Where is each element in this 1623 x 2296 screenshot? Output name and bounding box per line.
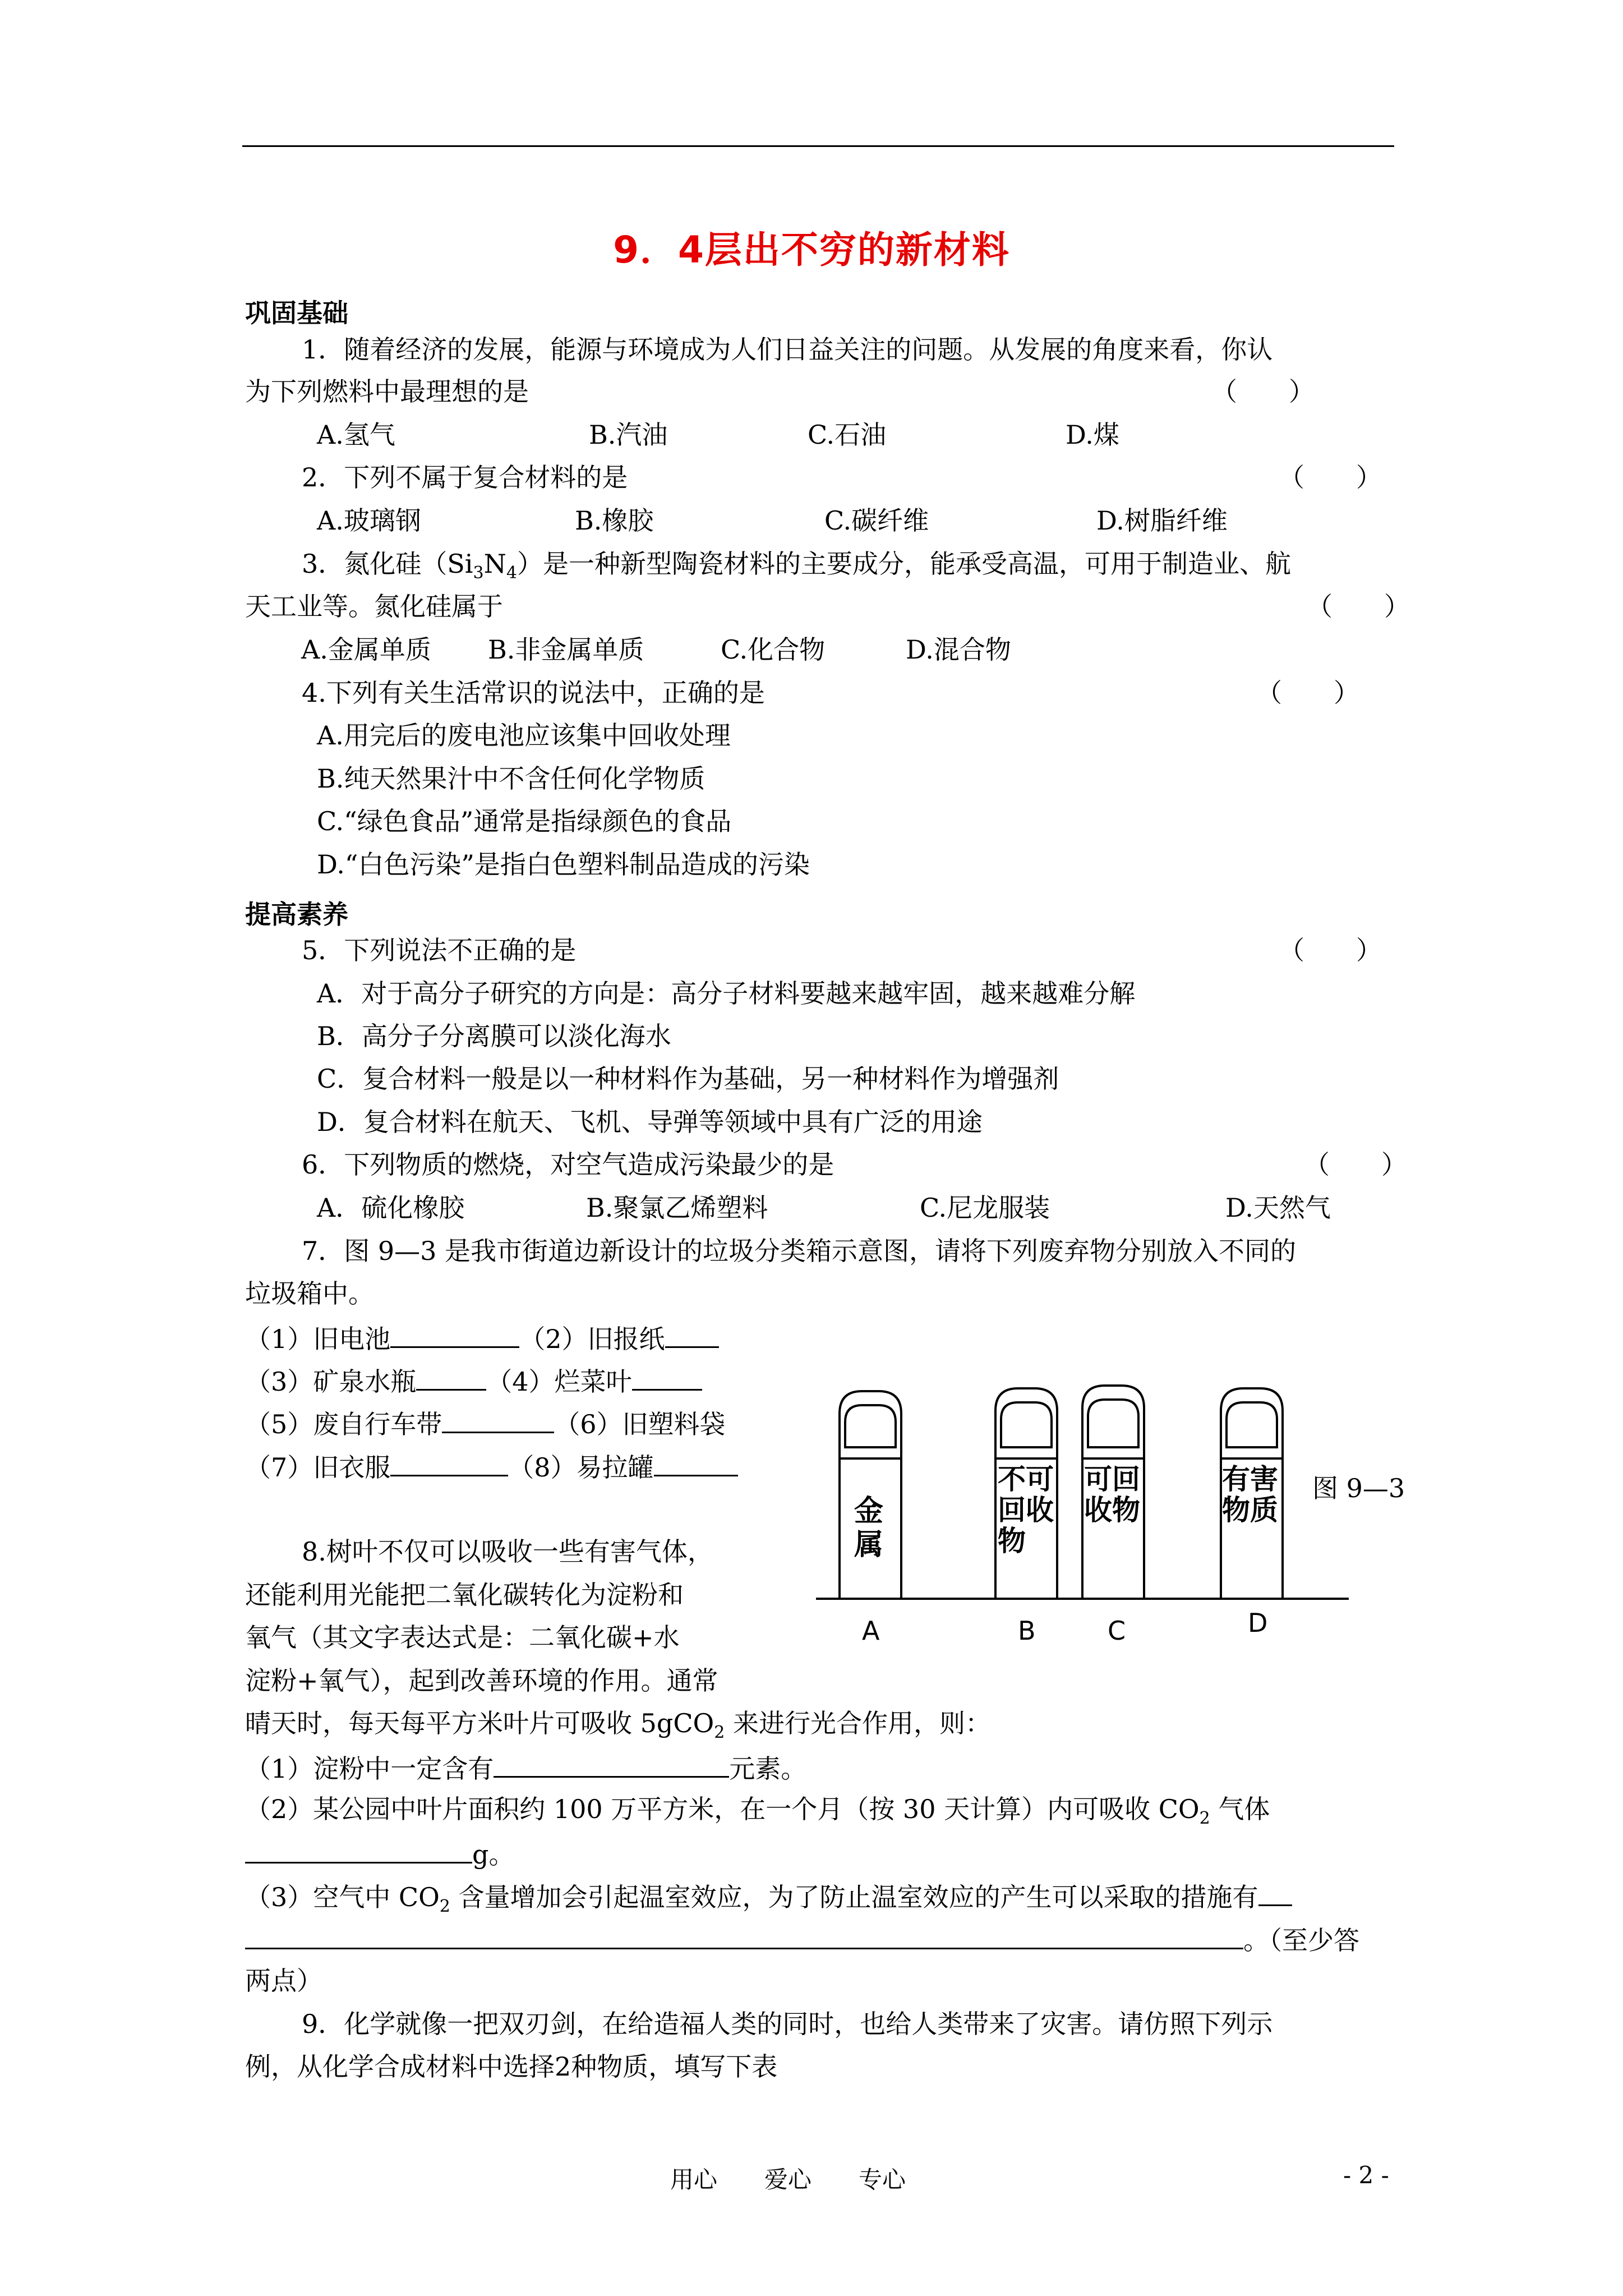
q5-option-a: A．对于高分子研究的方向是：高分子材料要越来越牢固，越来越难分解 (317, 978, 1136, 1009)
q4-option-a: A.用完后的废电池应该集中回收处理 (317, 720, 731, 751)
section-heading-basic: 巩固基础 (245, 298, 348, 328)
q6-option-b: B.聚氯乙烯塑料 (586, 1193, 768, 1223)
q8-sub3-subscript: 2 (439, 1897, 450, 1916)
q7-blank-4[interactable] (632, 1366, 702, 1391)
q8-sub2-end: 气体 (1210, 1794, 1270, 1824)
q7-blank-3[interactable] (416, 1366, 486, 1391)
q7-item-4: （4）烂菜叶 (486, 1366, 632, 1397)
bin-b-slot (1001, 1402, 1052, 1447)
q4-option-b: B.纯天然果汁中不含任何化学物质 (317, 763, 706, 794)
q7-blank-2[interactable] (665, 1324, 719, 1348)
q5-option-d: D．复合材料在航天、飞机、导弹等领域中具有广泛的用途 (317, 1107, 983, 1137)
q1-line1: 1．随着经济的发展，能源与环境成为人们日益关注的问题。从发展的角度来看，你认 (302, 334, 1273, 365)
q6-option-a: A．硫化橡胶 (317, 1193, 465, 1223)
q1-option-c: C.石油 (808, 420, 887, 450)
q9-line1: 9．化学就像一把双刃剑，在给造福人类的同时，也给人类带来了灾害。请仿照下列示 (302, 2009, 1273, 2039)
q7-item-row-3 (245, 1409, 726, 1437)
q3-subscript-4: 4 (506, 563, 517, 583)
q6-option-d: D.天然气 (1225, 1193, 1331, 1223)
q8-sub3-end: 。（至少答 (1243, 1925, 1359, 1955)
q8-sub2-subscript: 2 (1199, 1809, 1210, 1828)
q7-blank-8[interactable] (654, 1452, 738, 1476)
q1-line2: 为下列燃料中最理想的是 (245, 376, 529, 407)
q2-option-b: B.橡胶 (575, 505, 654, 536)
q1-option-a: A.氢气 (317, 420, 395, 450)
q8-line5 (245, 1708, 991, 1742)
header-rule (242, 145, 1394, 147)
bin-a-label: 金属 (854, 1494, 884, 1562)
bin-a-slot (845, 1405, 896, 1447)
q8-line2: 还能利用光能把二氧化碳转化为淀粉和 (245, 1580, 684, 1610)
bin-c-label: 可回收物 (1084, 1463, 1140, 1526)
q8-sub3-text: （3）空气中 CO (245, 1882, 440, 1912)
q8-sub3-answer (245, 1925, 1359, 1953)
q6-bracket: （ ） (1304, 1149, 1407, 1180)
q9-line2: 例，从化学合成材料中选择2种物质，填写下表 (245, 2051, 778, 2082)
q8-sub2-answer (245, 1839, 515, 1870)
q7-item-row-2 (245, 1366, 702, 1395)
q3-line1-n: N (483, 549, 506, 579)
q7-item-row-1 (245, 1324, 719, 1352)
section-heading-improve: 提高素养 (245, 899, 348, 930)
q3-option-c: C.化合物 (721, 634, 826, 665)
q7-item-3: （3）矿泉水瓶 (245, 1366, 417, 1397)
q8-sub1-text: （1）淀粉中一定含有 (245, 1754, 494, 1784)
page-number: - 2 - (1343, 2161, 1389, 2189)
bin-d-slot (1227, 1402, 1277, 1447)
q8-line4: 淀粉+氧气），起到改善环境的作用。通常 (245, 1665, 718, 1696)
bin-a-letter: A (862, 1616, 880, 1646)
q8-sub2-unit: g。 (472, 1839, 515, 1870)
q8-sub1-unit: 元素。 (729, 1754, 807, 1784)
q8-sub3-mid: 含量增加会引起温室效应，为了防止温室效应的产生可以采取的措施有 (450, 1882, 1258, 1912)
q7-blank-1[interactable] (390, 1324, 519, 1348)
q8-sub3 (245, 1882, 1292, 1916)
q4-bracket: （ ） (1256, 678, 1359, 708)
bin-d-label: 有害物质 (1222, 1463, 1278, 1526)
q6-stem: 6．下列物质的燃烧，对空气造成污染最少的是 (302, 1149, 834, 1180)
q7-item-5: （5）废自行车带 (245, 1409, 442, 1439)
q1-option-b: B.汽油 (589, 420, 668, 450)
q7-item-6: （6）旧塑料袋 (554, 1409, 726, 1439)
q5-option-b: B．高分子分离膜可以淡化海水 (317, 1021, 671, 1051)
q8-sub2-text: （2）某公园中叶片面积约 100 万平方米，在一个月（按 30 天计算）内可吸收 CO (245, 1794, 1200, 1824)
q8-sub3-blank-b[interactable] (245, 1925, 1243, 1949)
bin-b-label: 不可回收物 (998, 1463, 1054, 1557)
q7-line1: 7．图 9—3 是我市街道边新设计的垃圾分类箱示意图，请将下列废弃物分别放入不同的 (302, 1236, 1297, 1266)
q2-option-c: C.碳纤维 (824, 505, 929, 536)
q3-line1 (302, 549, 1291, 583)
q7-line2: 垃圾箱中。 (245, 1278, 374, 1309)
q3-line1-rest: ）是一种新型陶瓷材料的主要成分，能承受高温，可用于制造业、航 (517, 549, 1291, 579)
q8-sub3-line3: 两点） (245, 1966, 322, 1996)
q3-line2: 天工业等。氮化硅属于 (245, 591, 503, 622)
q3-line1-start: 3．氮化硅（Si (302, 549, 473, 579)
q2-bracket: （ ） (1279, 462, 1382, 493)
q8-sub2 (245, 1794, 1270, 1828)
q7-item-row-4 (245, 1452, 738, 1483)
q7-item-2: （2）旧报纸 (519, 1324, 665, 1354)
q5-stem: 5．下列说法不正确的是 (302, 935, 577, 965)
q1-bracket: （ ） (1211, 376, 1315, 407)
q3-subscript-3: 3 (473, 563, 484, 583)
q8-line5-end: 来进行光合作用，则： (725, 1708, 991, 1738)
bin-b-letter: B (1018, 1616, 1036, 1646)
q7-blank-5[interactable] (442, 1409, 554, 1433)
q2-stem: 2．下列不属于复合材料的是 (302, 462, 628, 493)
q1-option-d: D.煤 (1066, 420, 1119, 450)
q6-option-c: C.尼龙服装 (920, 1193, 1050, 1223)
q3-option-b: B.非金属单质 (488, 634, 644, 665)
bin-d-letter: D (1248, 1608, 1268, 1638)
figure-9-3 (816, 1369, 1410, 1649)
q4-stem: 4.下列有关生活常识的说法中，正确的是 (302, 678, 765, 708)
q8-sub2-blank[interactable] (245, 1839, 472, 1864)
q8-sub1-blank[interactable] (494, 1754, 729, 1778)
q7-blank-7[interactable] (390, 1452, 508, 1476)
q2-option-d: D.树脂纤维 (1096, 505, 1228, 536)
q8-line1: 8.树叶不仅可以吸收一些有害气体， (302, 1536, 713, 1567)
q7-item-1: （1）旧电池 (245, 1324, 391, 1354)
q8-line5-subscript: 2 (714, 1723, 725, 1742)
figure-caption: 图 9—3 (1312, 1473, 1405, 1503)
q8-line3: 氧气（其文字表达式是：二氧化碳+水 (245, 1622, 680, 1653)
q7-item-8: （8）易拉罐 (508, 1452, 654, 1483)
q5-bracket: （ ） (1279, 935, 1382, 965)
q8-line5-start: 晴天时，每天每平方米叶片可吸收 5gCO (245, 1708, 714, 1738)
q5-option-c: C．复合材料一般是以一种材料作为基础，另一种材料作为增强剂 (317, 1064, 1059, 1094)
q7-item-7: （7）旧衣服 (245, 1452, 391, 1483)
q3-option-d: D.混合物 (906, 634, 1011, 665)
footer-motto: 用心 爱心 专心 (670, 2166, 906, 2193)
bin-c-letter: C (1108, 1616, 1126, 1646)
q3-option-a: A.金属单质 (301, 634, 431, 665)
page-title: 9．4层出不穷的新材料 (613, 228, 1010, 272)
q8-sub3-blank-a[interactable] (1258, 1882, 1292, 1906)
q3-bracket: （ ） (1307, 591, 1410, 622)
q2-option-a: A.玻璃钢 (317, 505, 421, 536)
q4-option-c: C.“绿色食品”通常是指绿颜色的食品 (317, 806, 732, 836)
q8-sub1 (245, 1754, 806, 1782)
bin-c-slot (1088, 1400, 1138, 1447)
q4-option-d: D.“白色污染”是指白色塑料制品造成的污染 (317, 849, 810, 880)
